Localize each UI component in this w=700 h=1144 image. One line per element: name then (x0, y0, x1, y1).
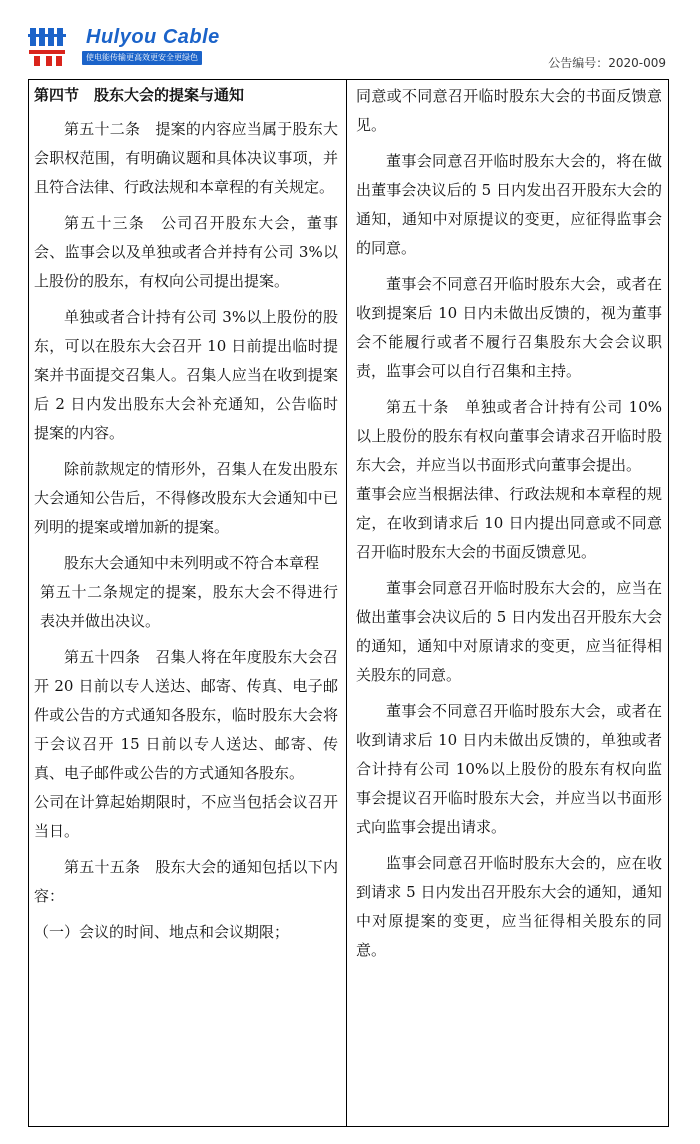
column-divider (346, 79, 347, 1127)
paragraph-no-modification: 除前款规定的情形外，召集人在发出股东大会通知公告后，不得修改股东大会通知中已列明的提案或增加新的提案。 (34, 460, 338, 536)
paragraph-no-vote: 第五十二条规定的提案，股东大会不得进行表决并做出决议。 (40, 583, 338, 630)
list-item-meeting-time: （一）会议的时间、地点和会议期限； (34, 923, 290, 941)
left-column (34, 82, 338, 954)
section-title: 第四节 股东大会的提案与通知 (34, 86, 245, 104)
paragraph-unlisted-proposal: 股东大会通知中未列明或不符合本章程 (64, 554, 320, 572)
paragraph-article-50: 第五十条 单独或者合计持有公司 10%以上股份的股东有权向董事会请求召开临时股东大会，并应当以书面形式向董事会提出。 (356, 398, 662, 474)
page-header (0, 0, 700, 80)
paragraph-temporary-proposal: 单独或者合计持有公司 3%以上股份的股东，可以在股东大会召开 10 日前提出临时提案并书面提交召集人。召集人应当在收到提案后 2 日内发出股东大会补充通知，公告临时提案的内容。 (34, 308, 338, 442)
paragraph-board-agrees-shareholders: 董事会同意召开临时股东大会的，应当在做出董事会决议后的 5 日内发出召开股东大会的通知，通知中对原请求的变更，应当征得相关股东的同意。 (356, 579, 662, 684)
paragraph-article-54: 第五十四条 召集人将在年度股东大会召开 20 日前以专人送达、邮寄、传真、电子邮件或公告的方式通知各股东，临时股东大会将于会议召开 15 日前以专人送达、邮寄、传真、电子邮件或公告的方式通知各股东。 (34, 648, 338, 782)
paragraph-article-53: 第五十三条 公司召开股东大会，董事会、监事会以及单独或者合并持有公司 3%以上股份的股东，有权向公司提出提案。 (34, 214, 338, 290)
paragraph-article-55: 第五十五条 股东大会的通知包括以下内容： (34, 858, 338, 905)
paragraph-period-calculation: 公司在计算起始期限时，不应当包括会议召开当日。 (34, 793, 338, 840)
announcement-number: 公告编号：2020-009 (548, 56, 666, 70)
paragraph-board-disagrees-supervisor: 董事会不同意召开临时股东大会，或者在收到提案后 10 日内未做出反馈的，视为董事会不能履行或者不履行召集股东大会会议职责，监事会可以自行召集和主持。 (356, 275, 662, 380)
paragraph-board-feedback: 董事会应当根据法律、行政法规和本章程的规定，在收到请求后 10 日内提出同意或不同意召开临时股东大会的书面反馈意见。 (356, 485, 662, 561)
paragraph-article-52: 第五十二条 提案的内容应当属于股东大会职权范围，有明确议题和具体决议事项，并且符合法律、行政法规和本章程的有关规定。 (34, 120, 338, 196)
hyper-cable-logo-icon (26, 26, 70, 68)
paragraph-board-disagrees-shareholders: 董事会不同意召开临时股东大会，或者在收到请求后 10 日内未做出反馈的，单独或者合计持有公司 10%以上股份的股东有权向监事会提议召开临时股东大会，并应当以书面形式向监事会提出请求。 (356, 702, 662, 836)
paragraph-board-agrees-supervisor: 董事会同意召开临时股东大会的，将在做出董事会决议后的 5 日内发出召开股东大会的通知，通知中对原提议的变更，应征得监事会的同意。 (356, 152, 662, 257)
company-logo-text: Hulyou Cable (86, 26, 220, 48)
right-column (356, 82, 662, 972)
paragraph-supervisor-agrees: 监事会同意召开临时股东大会的，应在收到请求 5 日内发出召开股东大会的通知，通知中对原提案的变更，应当征得相关股东的同意。 (356, 854, 662, 959)
company-slogan: 使电能传输更高效更安全更绿色 (82, 51, 202, 65)
paragraph-feedback-continued: 同意或不同意召开临时股东大会的书面反馈意见。 (356, 87, 662, 134)
